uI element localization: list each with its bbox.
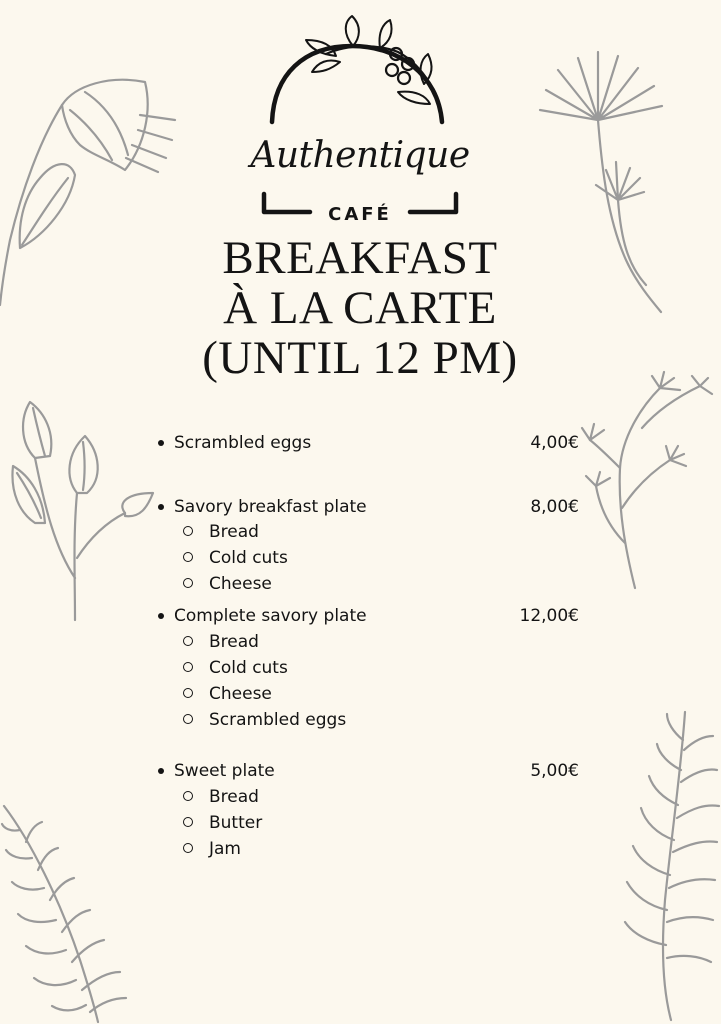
circle-bullet bbox=[183, 843, 193, 853]
menu-subitem-label: Scrambled eggs bbox=[209, 710, 347, 730]
menu-subitem-label: Bread bbox=[209, 522, 259, 542]
circle-bullet bbox=[183, 526, 193, 536]
menu-subitem-label: Cheese bbox=[209, 684, 272, 704]
bullet-dot bbox=[158, 504, 164, 510]
logo-script-text: Authentique bbox=[250, 135, 470, 176]
circle-bullet bbox=[183, 636, 193, 646]
bullet-dot bbox=[158, 440, 164, 446]
circle-bullet bbox=[183, 688, 193, 698]
menu-item-name: Sweet plate bbox=[174, 761, 275, 781]
circle-bullet bbox=[183, 714, 193, 724]
menu-item-price: 12,00€ bbox=[519, 606, 579, 626]
menu-title-line-3: (UNTIL 12 PM) bbox=[202, 332, 518, 384]
menu-subitem-label: Jam bbox=[209, 839, 241, 859]
menu-item bbox=[158, 758, 583, 784]
menu-subitem-label: Bread bbox=[209, 787, 259, 807]
menu-item-price: 4,00€ bbox=[530, 433, 579, 453]
bullet-dot bbox=[158, 613, 164, 619]
menu-subitem-label: Bread bbox=[209, 632, 259, 652]
fern-icon bbox=[0, 800, 135, 1024]
fern-icon bbox=[615, 710, 721, 1020]
menu-title-line-1: BREAKFAST bbox=[222, 232, 498, 284]
circle-bullet bbox=[183, 817, 193, 827]
tulip-buds-icon bbox=[5, 398, 160, 623]
bullet-dot bbox=[158, 768, 164, 774]
menu-item bbox=[158, 430, 583, 456]
menu-subitem-label: Butter bbox=[209, 813, 263, 833]
logo-cafe-text: CAFÉ bbox=[328, 204, 392, 225]
wildflower-icon bbox=[580, 368, 715, 593]
cafe-logo bbox=[248, 14, 472, 225]
circle-bullet bbox=[183, 662, 193, 672]
menu-item-price: 8,00€ bbox=[530, 497, 579, 517]
menu-subitem-label: Cheese bbox=[209, 574, 272, 594]
menu-item-name: Complete savory plate bbox=[174, 606, 367, 626]
circle-bullet bbox=[183, 552, 193, 562]
menu-item-name: Scrambled eggs bbox=[174, 433, 312, 453]
menu-item-name: Savory breakfast plate bbox=[174, 497, 367, 517]
menu-title-line-2: À LA CARTE bbox=[223, 282, 497, 334]
olive-branch-icon bbox=[248, 14, 472, 218]
menu-subitem-label: Cold cuts bbox=[209, 548, 288, 568]
circle-bullet bbox=[183, 578, 193, 588]
menu-subitem-label: Cold cuts bbox=[209, 658, 288, 678]
menu-item-price: 5,00€ bbox=[530, 761, 579, 781]
menu-item bbox=[158, 603, 583, 629]
circle-bullet bbox=[183, 791, 193, 801]
menu-item bbox=[158, 494, 583, 520]
